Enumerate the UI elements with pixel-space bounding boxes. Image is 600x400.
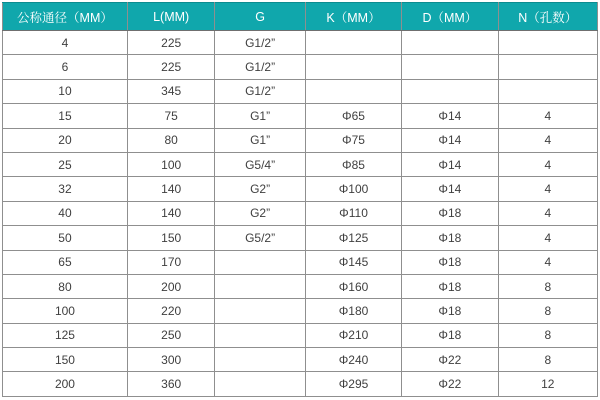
table-cell: 15 <box>3 104 128 128</box>
dimension-spec-table <box>2 2 598 397</box>
table-cell: G1” <box>215 104 305 128</box>
table-cell: 200 <box>127 274 214 298</box>
table-cell: Φ14 <box>402 152 498 176</box>
table-cell: 4 <box>498 128 597 152</box>
table-cell: Φ22 <box>402 372 498 397</box>
table-cell: Φ100 <box>305 177 401 201</box>
table-cell: G1/2” <box>215 55 305 79</box>
table-cell: 8 <box>498 274 597 298</box>
table-row <box>3 226 598 250</box>
table-cell: G1” <box>215 128 305 152</box>
table-cell: 10 <box>3 79 128 103</box>
table-row <box>3 348 598 372</box>
table-cell: 4 <box>498 177 597 201</box>
table-cell: 360 <box>127 372 214 397</box>
table-cell: Φ295 <box>305 372 401 397</box>
table-cell: 80 <box>3 274 128 298</box>
table-cell: 65 <box>3 250 128 274</box>
table-cell: 4 <box>498 201 597 225</box>
table-cell: Φ14 <box>402 177 498 201</box>
table-cell: G1/2” <box>215 79 305 103</box>
table-cell: 170 <box>127 250 214 274</box>
table-cell: 200 <box>3 372 128 397</box>
header-cell-4: D（MM） <box>402 3 498 31</box>
header-cell-1: L(MM) <box>127 3 214 31</box>
table-cell: 150 <box>3 348 128 372</box>
header-cell-0: 公称通径（MM） <box>3 3 128 31</box>
table-cell: Φ14 <box>402 128 498 152</box>
header-cell-2: G <box>215 3 305 31</box>
table-cell: 140 <box>127 177 214 201</box>
header-cell-5: N（孔数） <box>498 3 597 31</box>
table-row <box>3 323 598 347</box>
table-row <box>3 250 598 274</box>
table-cell: Φ14 <box>402 104 498 128</box>
table-cell: 345 <box>127 79 214 103</box>
table-cell: 225 <box>127 31 214 55</box>
table-cell: 75 <box>127 104 214 128</box>
table-row <box>3 372 598 397</box>
table-header <box>3 3 598 31</box>
table-cell: G5/2” <box>215 226 305 250</box>
table-cell <box>215 323 305 347</box>
table-cell: 125 <box>3 323 128 347</box>
table-row <box>3 177 598 201</box>
table-cell <box>305 31 401 55</box>
table-cell: Φ22 <box>402 348 498 372</box>
table-cell: Φ18 <box>402 323 498 347</box>
table-cell: Φ65 <box>305 104 401 128</box>
table-row <box>3 201 598 225</box>
table-cell: 40 <box>3 201 128 225</box>
table-cell: 20 <box>3 128 128 152</box>
table-cell <box>498 55 597 79</box>
table-cell: 32 <box>3 177 128 201</box>
table-cell <box>215 372 305 397</box>
table-cell: Φ180 <box>305 299 401 323</box>
table-cell: 12 <box>498 372 597 397</box>
table-cell: 150 <box>127 226 214 250</box>
table-cell: 300 <box>127 348 214 372</box>
table-cell: 4 <box>498 152 597 176</box>
table-row <box>3 79 598 103</box>
table-cell: Φ85 <box>305 152 401 176</box>
table-cell: Φ18 <box>402 299 498 323</box>
table-cell: 8 <box>498 348 597 372</box>
table-cell: G2” <box>215 201 305 225</box>
table-cell: 4 <box>498 250 597 274</box>
table-row <box>3 299 598 323</box>
table-cell <box>402 31 498 55</box>
table-row <box>3 55 598 79</box>
table-cell: 80 <box>127 128 214 152</box>
table-cell: 50 <box>3 226 128 250</box>
table-cell: G1/2” <box>215 31 305 55</box>
table-cell: 225 <box>127 55 214 79</box>
table-cell <box>215 274 305 298</box>
table-cell: Φ18 <box>402 226 498 250</box>
table-cell: Φ240 <box>305 348 401 372</box>
table-cell <box>215 250 305 274</box>
table-cell: Φ110 <box>305 201 401 225</box>
table-cell <box>215 348 305 372</box>
table-body <box>3 31 598 397</box>
table-cell: 8 <box>498 323 597 347</box>
table-cell: 140 <box>127 201 214 225</box>
table-row <box>3 31 598 55</box>
table-cell <box>498 79 597 103</box>
table-cell <box>305 79 401 103</box>
table-cell: Φ18 <box>402 274 498 298</box>
table-cell: Φ18 <box>402 201 498 225</box>
table-cell <box>402 55 498 79</box>
table-cell: 4 <box>3 31 128 55</box>
table-row <box>3 152 598 176</box>
table-cell <box>402 79 498 103</box>
table-row <box>3 274 598 298</box>
table-cell: Φ75 <box>305 128 401 152</box>
table-cell: 4 <box>498 226 597 250</box>
table-cell: G5/4” <box>215 152 305 176</box>
table-row <box>3 104 598 128</box>
table-row <box>3 128 598 152</box>
table-cell: Φ145 <box>305 250 401 274</box>
table-cell: 4 <box>498 104 597 128</box>
table-cell: Φ18 <box>402 250 498 274</box>
table-cell: 6 <box>3 55 128 79</box>
table-cell: Φ210 <box>305 323 401 347</box>
table-cell: 8 <box>498 299 597 323</box>
header-cell-3: K（MM） <box>305 3 401 31</box>
header-row <box>3 3 598 31</box>
table-cell <box>215 299 305 323</box>
table-cell <box>498 31 597 55</box>
table-cell: Φ160 <box>305 274 401 298</box>
table-cell: 25 <box>3 152 128 176</box>
table-cell: 220 <box>127 299 214 323</box>
table-cell: G2” <box>215 177 305 201</box>
table-cell: Φ125 <box>305 226 401 250</box>
table-cell: 100 <box>127 152 214 176</box>
table-cell <box>305 55 401 79</box>
table-cell: 100 <box>3 299 128 323</box>
table-cell: 250 <box>127 323 214 347</box>
